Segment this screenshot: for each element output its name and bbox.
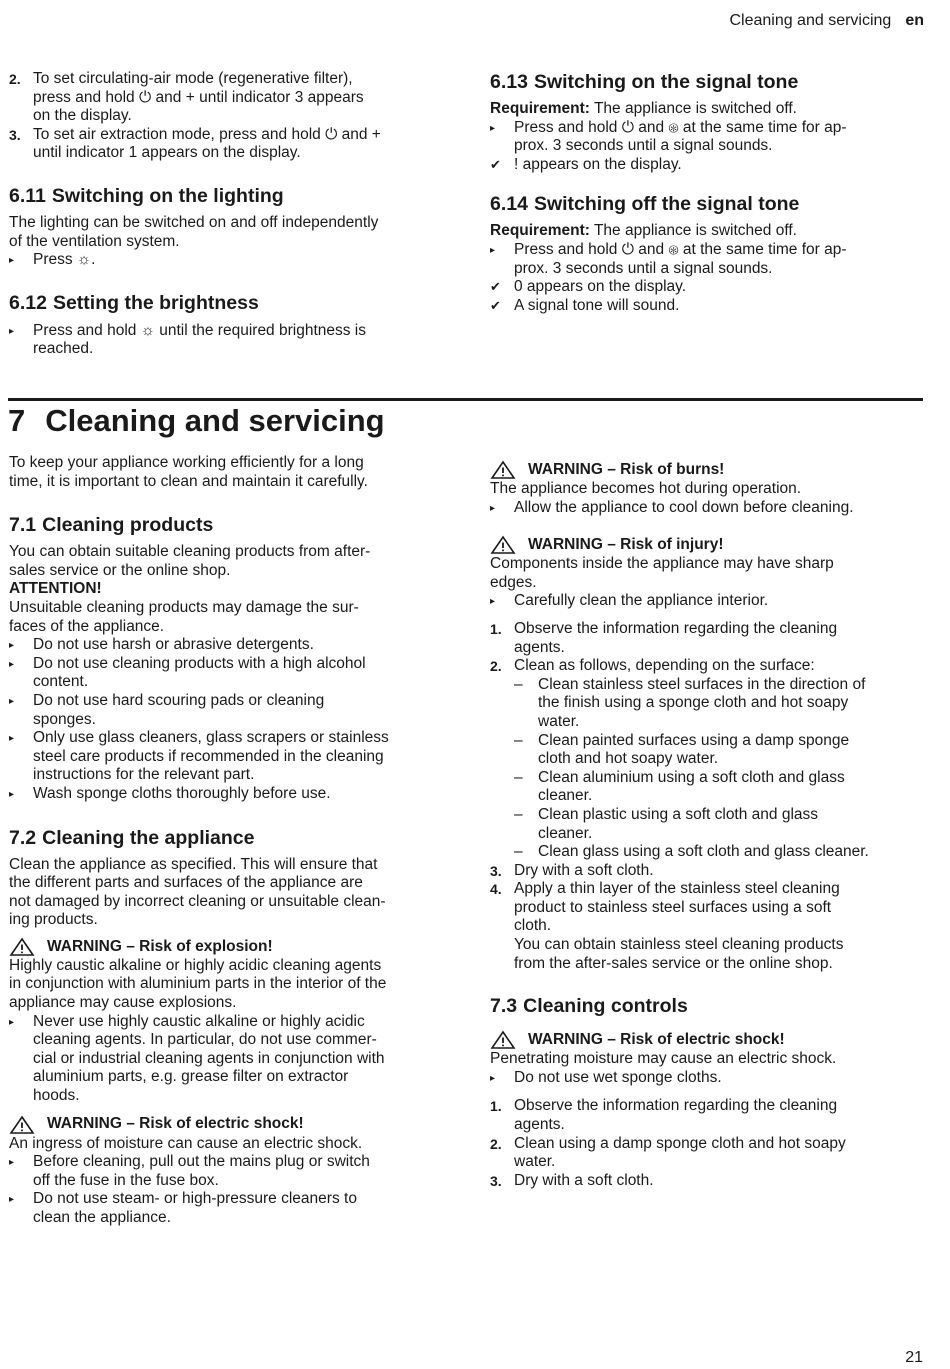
triangle-bullet-icon: ▸ — [9, 1194, 15, 1206]
section-heading-7-3: 7.3 Cleaning controls — [490, 995, 688, 1018]
section-heading-7-2: 7.2 Cleaning the appliance — [9, 826, 255, 849]
step-number: 3. — [9, 126, 21, 143]
sub-item: – Clean painted surfaces using a damp sponge cloth and hot soapy water. — [514, 731, 850, 768]
step-line: To set air extraction mode, press and hold ⏻ and + — [33, 125, 381, 143]
paragraph-line: ing products. — [9, 911, 98, 929]
result-item: ✔ 0 appears on the display. — [490, 278, 687, 296]
triangle-bullet-icon: ▸ — [9, 1157, 15, 1169]
paragraph-line: Highly caustic alkaline or highly acidic cleaning agents — [9, 956, 382, 974]
paragraph-line: Unsuitable cleaning products may damage the sur- — [9, 598, 359, 616]
step-item: 1. Observe the information regarding the cleaning agents. — [490, 1097, 838, 1134]
paragraph-line: of the ventilation system. — [9, 232, 180, 250]
bullet-item: ▸ Allow the appliance to cool down before cleaning. — [490, 499, 922, 518]
section-heading-7-1: 7.1 Cleaning products — [9, 514, 214, 537]
chapter-heading: 7 Cleaning and servicing — [8, 403, 385, 438]
sub-item: – Clean aluminium using a soft cloth and glass cleaner. — [514, 768, 845, 805]
triangle-bullet-icon: ▸ — [9, 695, 15, 707]
paragraph-line: The appliance becomes hot during operation. — [490, 480, 802, 497]
paragraph-line: sales service or the online shop. — [9, 561, 231, 579]
bullet-item: ▸ Wash sponge cloths thoroughly before use. — [9, 785, 441, 804]
check-icon: ✔ — [490, 279, 501, 295]
bullet-item: ▸ Do not use hard scouring pads or cleaning sponges. — [9, 691, 325, 728]
warning-triangle-icon — [9, 1115, 35, 1135]
bullet-item: ▸ Only use glass cleaners, glass scrapers or stainless steel care products if recommended in the cleaning instructions for the relevant part. — [9, 729, 389, 784]
section-heading-6-12: 6.12 Setting the brightness — [9, 291, 259, 314]
bullet-item: ▸ Before cleaning, pull out the mains plug or switch off the fuse in the fuse box. — [9, 1153, 370, 1189]
requirement-line: Requirement: The appliance is switched off. — [490, 222, 797, 240]
sub-item: – Clean glass using a soft cloth and glass cleaner. — [514, 843, 869, 861]
paragraph-line: the different parts and surfaces of the appliance are — [9, 874, 363, 892]
result-item: ✔ A signal tone will sound. — [490, 296, 680, 314]
bullet-item: ▸ Press ☼. — [9, 251, 441, 270]
step-item — [9, 126, 441, 163]
result-item: ✔ ! appears on the display. — [490, 155, 682, 173]
bullet-item: ▸ Do not use cleaning products with a high alcohol content. — [9, 654, 366, 691]
attention-label: ATTENTION! — [9, 580, 102, 598]
check-icon: ✔ — [490, 156, 501, 172]
step-item — [9, 70, 441, 126]
paragraph-line: appliance may cause explosions. — [9, 994, 237, 1012]
warning-heading: WARNING – Risk of explosion! — [9, 937, 441, 957]
bullet-item: ▸ Do not use harsh or abrasive detergents. — [9, 636, 441, 655]
bullet-item: ▸ Carefully clean the appliance interior. — [490, 592, 922, 611]
step-number: 2. — [9, 71, 21, 87]
step-line: To set circulating-air mode (regenerative filter), — [33, 70, 353, 87]
step-line: on the display. — [33, 107, 132, 125]
triangle-bullet-icon: ▸ — [9, 788, 15, 800]
step-item: 3. Dry with a soft cloth. — [490, 1171, 654, 1189]
paragraph-line: Components inside the appliance may have sharp — [490, 555, 834, 573]
sub-item: – Clean plastic using a soft cloth and glass cleaner. — [514, 805, 819, 842]
paragraph-line: Clean the appliance as specified. This will ensure that — [9, 855, 378, 873]
paragraph-line: An ingress of moisture can cause an electric shock. — [9, 1134, 363, 1152]
page-number: 21 — [905, 1349, 923, 1366]
triangle-bullet-icon: ▸ — [490, 244, 496, 256]
triangle-bullet-icon: ▸ — [490, 1072, 496, 1084]
warning-triangle-icon — [490, 460, 516, 480]
triangle-bullet-icon: ▸ — [9, 640, 15, 652]
bullet-item: ▸ Press and hold ⏻ and ⊛ at the same time for ap- prox. 3 seconds until a signal sounds. — [490, 240, 847, 277]
warning-heading: WARNING – Risk of injury! — [490, 535, 922, 555]
triangle-bullet-icon: ▸ — [490, 596, 496, 608]
step-item: 3. Dry with a soft cloth. — [490, 861, 654, 879]
triangle-bullet-icon: ▸ — [9, 733, 15, 745]
warning-triangle-icon — [9, 937, 35, 957]
paragraph-line: edges. — [490, 573, 537, 591]
paragraph-line: To keep your appliance working efficiently for a long — [9, 454, 364, 471]
bullet-item: ▸ Do not use steam- or high-pressure cleaners to clean the appliance. — [9, 1190, 357, 1226]
chapter-rule — [8, 398, 923, 401]
section-heading-6-13: 6.13 Switching on the signal tone — [490, 71, 799, 93]
section-heading-6-14: 6.14 Switching off the signal tone — [490, 193, 800, 216]
step-item: 4. Apply a thin layer of the stainless steel cleaning product to stainless steel surfaces using a soft cloth. You can obtain stainless steel cleaning products from the after-sales service or the online shop. — [490, 880, 844, 972]
top-right-column — [490, 70, 922, 315]
paragraph-line: You can obtain suitable cleaning products from after- — [9, 543, 371, 561]
step-item: 2. Clean as follows, depending on the surface: — [490, 657, 815, 675]
requirement-line: Requirement: The appliance is switched off. — [490, 100, 797, 117]
top-left-column — [9, 70, 441, 359]
paragraph-line: faces of the appliance. — [9, 617, 165, 635]
warning-triangle-icon — [490, 535, 516, 555]
step-line: press and hold ⏻ and + until indicator 3 appears — [33, 88, 364, 106]
step-item: 2. Clean using a damp sponge cloth and hot soapy water. — [490, 1134, 846, 1171]
step-item: 1. Observe the information regarding the cleaning agents. — [490, 619, 838, 656]
running-header — [729, 12, 924, 30]
paragraph-line: time, it is important to clean and maintain it carefully. — [9, 472, 368, 490]
bottom-left-column — [9, 454, 441, 1228]
paragraph-line: in conjunction with aluminium parts in the interior of the — [9, 975, 387, 993]
warning-heading: WARNING – Risk of electric shock! — [9, 1115, 441, 1135]
paragraph-line: The lighting can be switched on and off independently — [9, 213, 379, 231]
warning-triangle-icon — [490, 1030, 516, 1050]
section-heading-6-11: 6.11 Switching on the lighting — [9, 184, 284, 207]
bullet-item: ▸ Do not use wet sponge cloths. — [490, 1069, 922, 1088]
step-line: until indicator 1 appears on the display. — [33, 144, 301, 162]
warning-heading: WARNING – Risk of electric shock! — [490, 1030, 922, 1050]
bullet-item: ▸ Press and hold ⏻ and ⊛ at the same time for ap- prox. 3 seconds until a signal sounds. — [490, 118, 847, 155]
bullet-item: ▸ Press and hold ☼ until the required brightness is reached. — [9, 321, 367, 358]
bottom-right-column — [490, 460, 922, 1190]
paragraph-line: Penetrating moisture may cause an electric shock. — [490, 1050, 837, 1068]
header-language: en — [905, 12, 924, 29]
triangle-bullet-icon: ▸ — [9, 255, 15, 267]
bullet-item: ▸ Never use highly caustic alkaline or highly acidic cleaning agents. In particular, do not use commer- cial or industrial cleaning agents in conjunction with aluminium parts, e.g. grease filter on extractor hoods. — [9, 1012, 385, 1105]
sub-item: – Clean stainless steel surfaces in the direction of the finish using a sponge cloth and hot soapy water. — [514, 675, 866, 730]
warning-heading: WARNING – Risk of burns! — [490, 460, 922, 480]
header-section: Cleaning and servicing — [729, 12, 892, 29]
triangle-bullet-icon: ▸ — [9, 658, 15, 670]
triangle-bullet-icon: ▸ — [490, 502, 496, 514]
triangle-bullet-icon: ▸ — [490, 122, 496, 134]
paragraph-line: not damaged by incorrect cleaning or unsuitable clean- — [9, 892, 386, 910]
triangle-bullet-icon: ▸ — [9, 325, 15, 337]
triangle-bullet-icon: ▸ — [9, 1016, 15, 1028]
check-icon: ✔ — [490, 297, 501, 313]
